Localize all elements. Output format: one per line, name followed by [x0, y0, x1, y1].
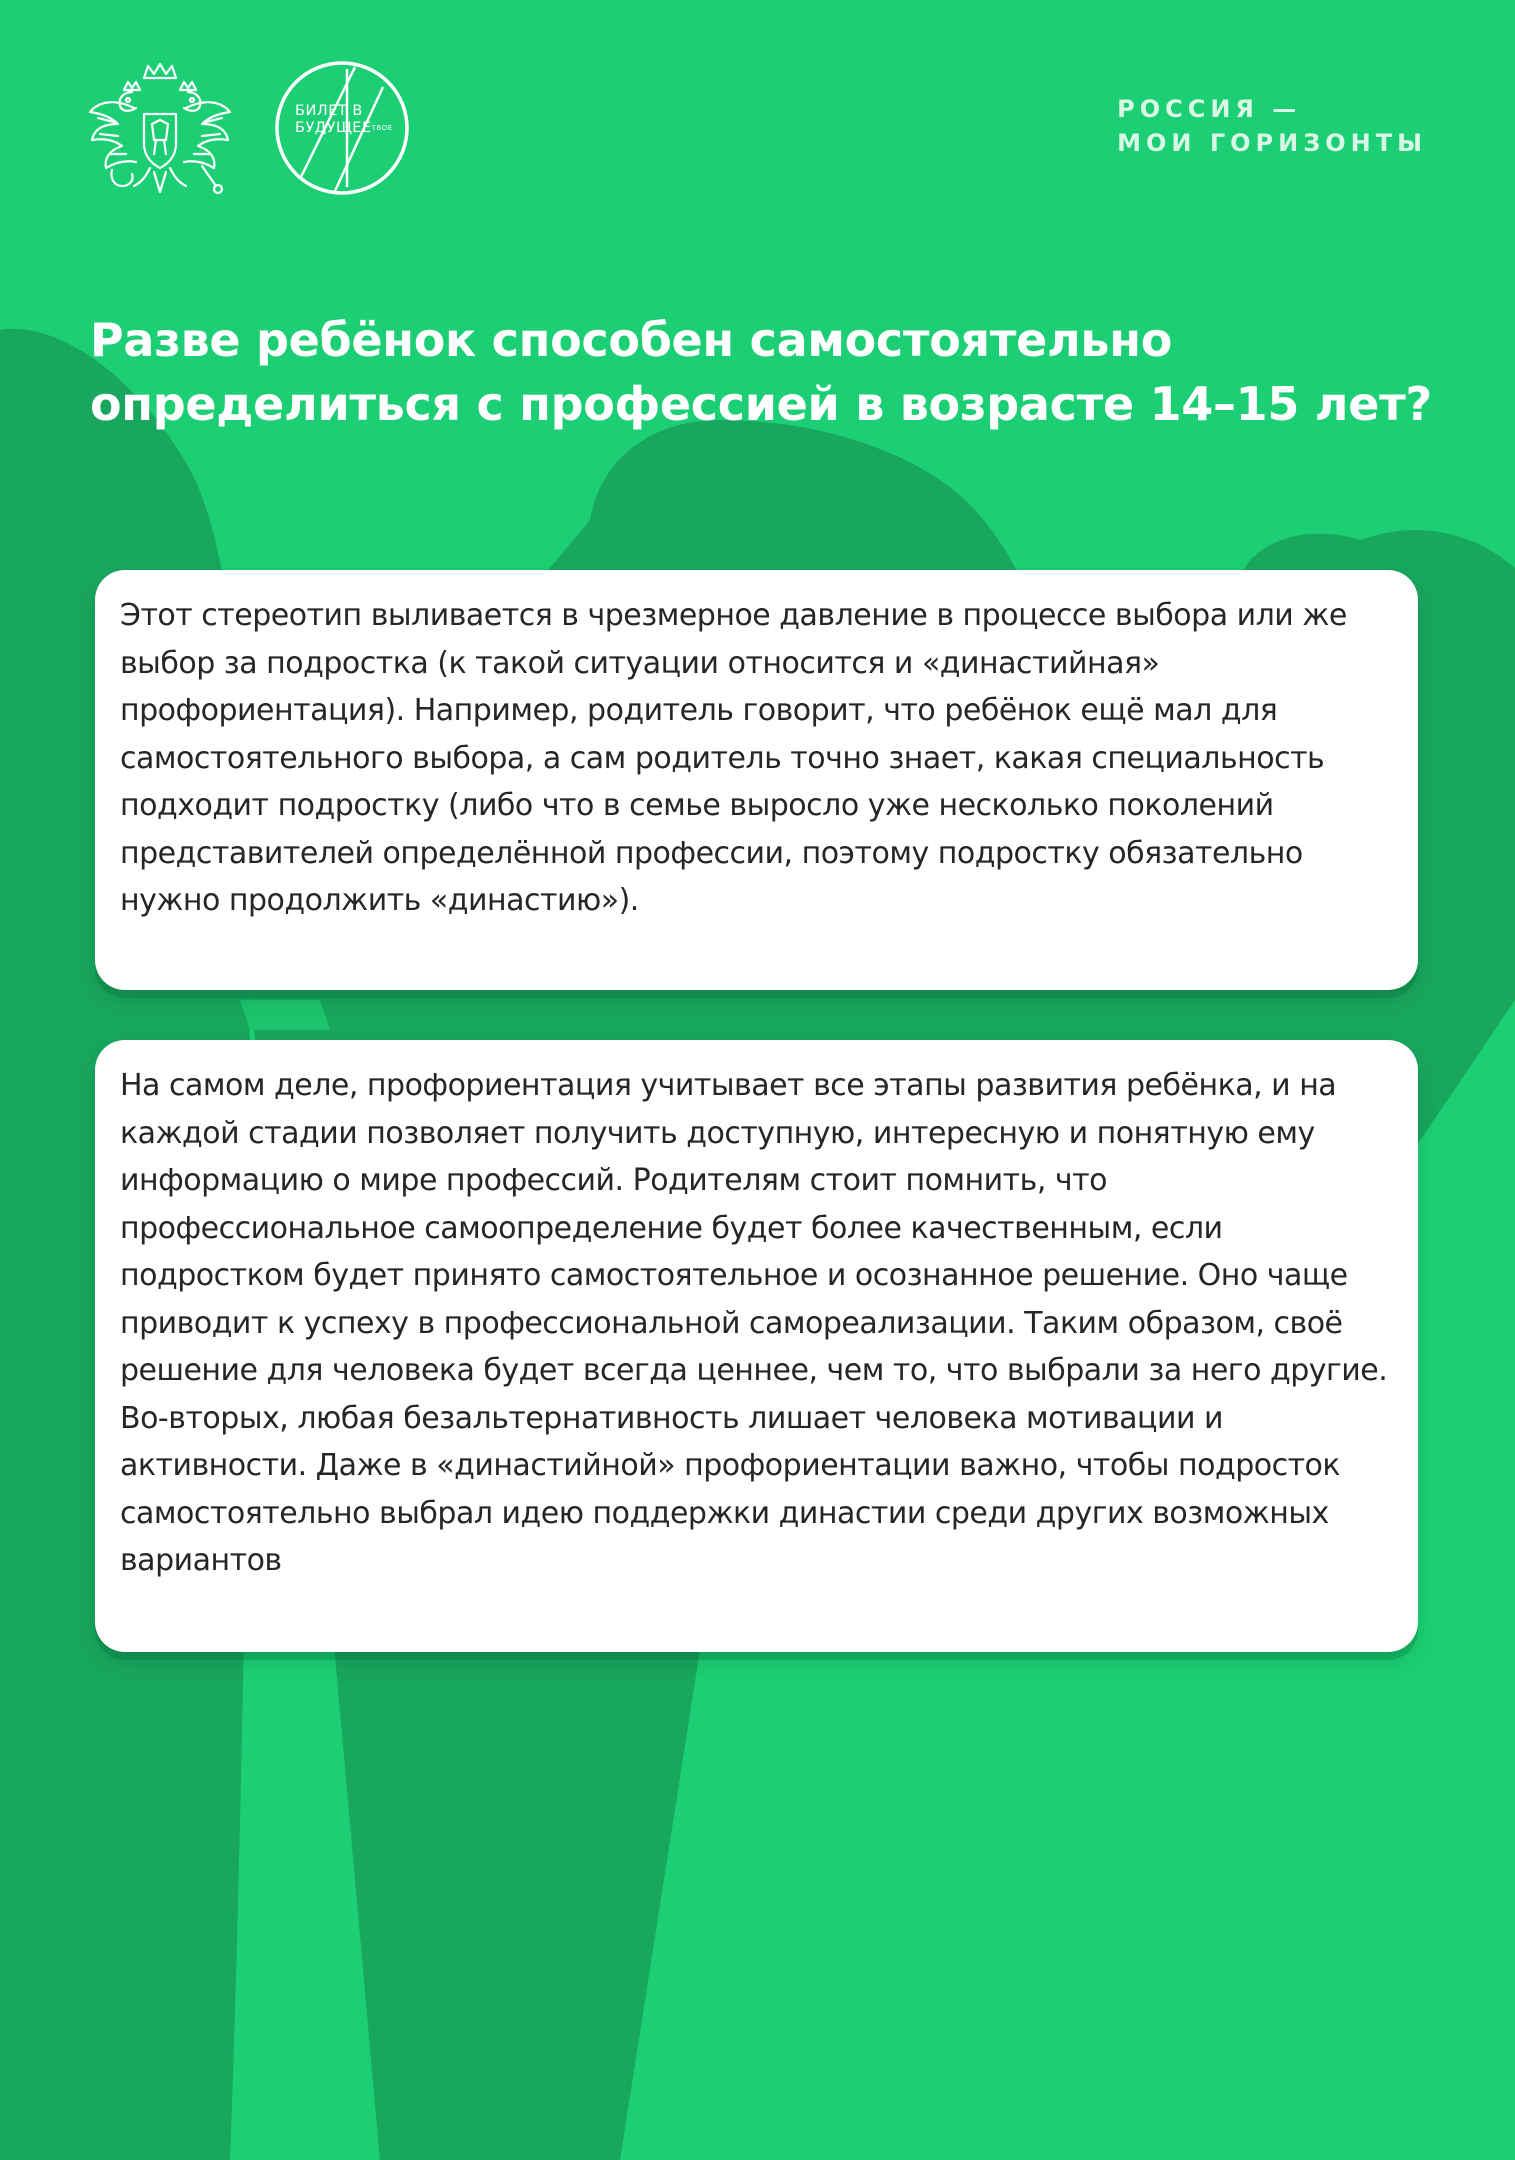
bilet-logo-text	[295, 103, 395, 137]
bilet-logo-line1: БИЛЕТ В	[295, 103, 363, 119]
text-card-1	[95, 570, 1418, 990]
bilet-v-budushchee-logo	[273, 59, 411, 197]
page-title: Разве ребёнок способен самостоятельно определиться с профессией в возрасте 14–15 лет?	[90, 313, 1432, 431]
card-2-text: На самом деле, профориентация учитывает все этапы развития ребёнка, и на каждой стадии позволяет получить доступную, интересную и понятную ему информацию о мире профессий. Родителям стоит помнить, что профессиональное самоопределение будет более качественным, если подростком будет принято самостоятельное и осознанное решение. Оно чаще приводит к успеху в профессиональной самореализации. Таким образом, своё решение для человека будет всегда ценнее, чем то, что выбрали за него другие. Во-вторых, любая безальтернативность лишает человека мотивации и активности. Даже в «династийной» профориентации важно, чтобы подросток самостоятельно выбрал идею поддержки династии среди других возможных вариантов	[120, 1068, 1388, 1578]
brand-line-1: РОССИЯ —	[1117, 95, 1302, 123]
card-1-text: Этот стереотип выливается в чрезмерное давление в процессе выбора или же выбор за подростка (к такой ситуации относится и «династийная» профориентация). Например, родитель говорит, что ребёнок ещё мал для самостоятельного выбора, а сам родитель точно знает, какая специальность подходит подростку (либо что в семье выросло уже несколько поколений представителей определённой профессии, поэтому подростку обязательно нужно продолжить «династию»).	[120, 598, 1347, 918]
russian-coat-of-arms-icon	[84, 58, 249, 198]
header-logos	[84, 58, 411, 198]
text-card-2	[95, 1040, 1418, 1652]
brand-tagline	[1117, 92, 1427, 160]
bilet-logo-small: ТВОЕ	[371, 124, 393, 132]
brand-line-2: МОИ ГОРИЗОНТЫ	[1117, 129, 1427, 157]
bilet-logo-line2: БУДУЩЕЕ	[295, 120, 372, 136]
